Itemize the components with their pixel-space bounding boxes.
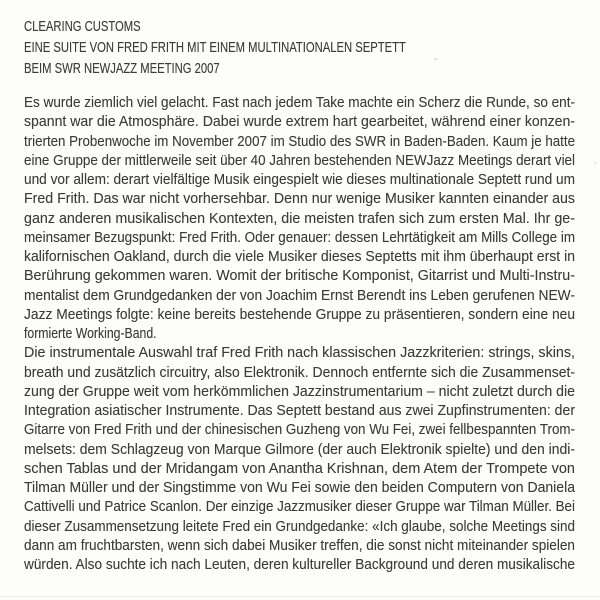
body-line [24, 556, 575, 575]
body-line [24, 460, 575, 479]
header-block [24, 16, 533, 79]
body-line [24, 248, 575, 267]
body-line-text: formierte Working-Band. [24, 326, 157, 342]
body-line [24, 306, 575, 325]
scan-speck [594, 162, 596, 164]
body-line [24, 171, 575, 190]
body-line-text: breath und zusätzlich circuitry, also Elektronik. Dennoch entfernte sich die Zusammenset- [24, 364, 575, 381]
page-title-text: CLEARING CUSTOMS [24, 18, 141, 35]
body-line-text: Tilman Müller und der Singstimme von Wu Fei sowie den beiden Computern von Daniela [24, 480, 575, 496]
body-line-text: Berührung gekommen waren. Womit der britische Komponist, Gitarrist und Multi-Instru- [24, 268, 575, 285]
body-line-text: Jazz Meetings folgte: keine bereits bestehende Gruppe zu präsentieren, sondern eine neu [24, 306, 575, 323]
body-line-text: trierten Probenwoche im November 2007 im Studio des SWR in Baden-Baden. Kaum je hatte [24, 133, 575, 150]
body-line-text: Gitarre von Fred Frith und der chinesischen Guzheng von Wu Fei, zwei fellbespannten Trom- [24, 422, 575, 439]
body-line-text: Die instrumentale Auswahl traf Fred Frith nach klassischen Jazzkriterien: strings, skins, [24, 345, 575, 362]
body-line-text: Es wurde ziemlich viel gelacht. Fast nach jedem Take machte ein Scherz die Runde, so ent- [24, 95, 575, 111]
body-line-text: dieser Zusammensetzung leitete Fred ein Grundgedanke: «Ich glaube, solche Meetings sind [24, 518, 575, 535]
body-line-text: Integration asiatischer Instrumente. Das Septett bestand aus zwei Zupfinstrumenten: der [24, 403, 575, 419]
scan-page-edge [0, 596, 600, 597]
scan-speck [434, 58, 437, 60]
body-line-text: dann am fruchtbarsten, wenn sich dabei Musiker treffen, die sonst nicht miteinander spielen [24, 537, 575, 554]
body-line [24, 229, 575, 248]
subtitle-line-1 [24, 37, 533, 58]
subtitle-line-2-text: BEIM SWR NEWJAZZ MEETING 2007 [24, 60, 220, 77]
body-line [24, 441, 575, 460]
body-line-text: würden. Also suchte ich nach Leuten, deren kultureller Background und deren musikalische [24, 557, 575, 573]
body-line [24, 210, 575, 229]
body-line [24, 267, 575, 286]
body-line-text: Fred Frith. Das war nicht vorhersehbar. Denn nur wenige Musiker kannten einander aus [24, 191, 575, 208]
body-line [24, 287, 575, 306]
body-line [24, 133, 575, 152]
body-line-text: mentalist dem Grundgedanken der von Joachim Ernst Berendt ins Leben gerufenen NEW- [24, 287, 575, 304]
body-line [24, 94, 575, 113]
body-line [24, 344, 575, 363]
body-line [24, 190, 575, 209]
body-line [24, 537, 575, 556]
body-line [24, 364, 575, 383]
body-line-text: schen Tablas und der Mridangam von Anantha Krishnan, dem Atem der Trompete von [24, 460, 575, 477]
body-text [24, 94, 575, 575]
body-line [24, 152, 575, 171]
body-line [24, 402, 575, 421]
body-line-text: melsets: dem Schlagzeug von Marque Gilmore (der auch Elektronik spielte) und den indi- [24, 441, 575, 458]
body-line [24, 479, 575, 498]
body-line [24, 383, 575, 402]
body-line [24, 498, 575, 517]
subtitle-line-2 [24, 58, 533, 79]
scan-speck [505, 141, 507, 144]
body-line [24, 421, 575, 440]
body-line-text: Cattivelli und Patrice Scanlon. Der einzige Jazzmusiker dieser Gruppe war Tilman Müller. Bei [24, 499, 575, 516]
body-line-text: und vor allem: derart vielfältige Musik eingespielt wie dieses multinationale Septett rund um [24, 172, 575, 188]
page-title [24, 16, 533, 37]
body-line-text: meinsamer Bezugspunkt: Fred Frith. Oder genauer: dessen Lehrtätigkeit am Mills College im [24, 229, 575, 246]
body-line [24, 113, 575, 132]
body-line-text: kalifornischen Oakland, durch die viele Musiker dieses Septetts mit ihm überhaupt erst in [24, 249, 575, 265]
body-line [24, 325, 575, 344]
subtitle-line-1-text: EINE SUITE VON FRED FRITH MIT EINEM MULTINATIONALEN SEPTETT [24, 39, 406, 56]
body-line-text: zung der Gruppe weit vom herkömmlichen Jazzinstrumentarium – nicht zuletzt durch die [24, 383, 575, 400]
body-line-text: ganz anderen musikalischen Kontexten, die meisten trafen sich zum ersten Mal. Ihr ge- [24, 210, 575, 227]
body-line [24, 518, 575, 537]
body-line-text: spannt war die Atmosphäre. Dabei wurde extrem hart gearbeitet, während einer konzen- [24, 114, 575, 131]
body-line-text: eine Gruppe der mittlerweile seit über 40 Jahren bestehenden NEWJazz Meetings derart viel [24, 152, 575, 169]
